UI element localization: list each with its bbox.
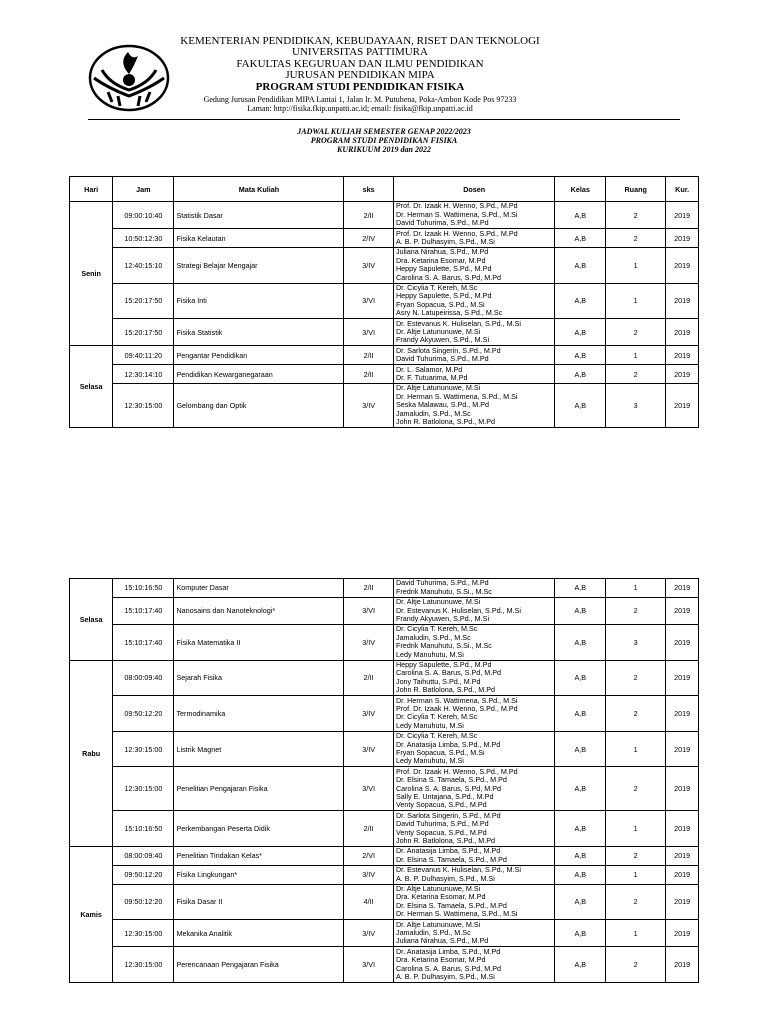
lecturers-cell <box>393 624 554 660</box>
class-cell: A,B <box>555 346 606 365</box>
class-cell: A,B <box>555 202 606 229</box>
lecturer-name: Dr. Estevanus K. Huliselan, S.Pd., M.Si <box>395 865 522 875</box>
time-cell: 12:40:15:10 <box>113 247 174 283</box>
course-cell: Fisika Dasar II <box>174 884 344 920</box>
schedule-table-1 <box>69 176 699 428</box>
lecturers-cell <box>393 660 554 696</box>
credits-cell: 3/VI <box>344 283 394 319</box>
curriculum-cell: 2019 <box>666 660 699 696</box>
table-row <box>70 319 699 346</box>
time-cell: 08:00:09:40 <box>113 660 174 696</box>
lecturer-name: A. B. P. Dulhasyim, S.Pd., M.Si <box>395 972 495 982</box>
credits-cell: 3/IV <box>344 383 394 427</box>
class-cell: A,B <box>555 767 606 811</box>
table-row <box>70 920 699 947</box>
class-cell: A,B <box>555 283 606 319</box>
time-cell: 12:30:15:00 <box>113 731 174 767</box>
lecturer-name: Carolina S. A. Barus, S.Pd, M.Pd <box>395 272 502 282</box>
lecturer-name: Dr. Anatasija Limba, S.Pd., M.Pd <box>395 739 501 749</box>
room-cell: 2 <box>606 767 666 811</box>
lecturer-name: Asry N. Latupeirissa, S.Pd., M.Sc <box>395 308 503 318</box>
credits-cell: 2/II <box>344 346 394 365</box>
credits-cell: 3/VI <box>344 597 394 624</box>
lecturer-name: David Tuhurima, S.Pd., M.Pd <box>395 578 489 588</box>
room-cell: 2 <box>606 884 666 920</box>
header-faculty: FAKULTAS KEGURUAN DAN ILMU PENDIDIKAN <box>236 57 484 70</box>
lecturer-name: Dra. Ketarina Esomar, M.Pd <box>395 892 486 902</box>
table-row <box>70 383 699 427</box>
class-cell: A,B <box>555 597 606 624</box>
lecturer-name: Sally E. Untajana, S.Pd., M.Pd <box>395 792 494 802</box>
curriculum-cell: 2019 <box>666 365 699 384</box>
header-divider <box>88 119 680 120</box>
lecturer-name: Fredrik Manuhutu, S.Si., M.Sc <box>395 586 492 596</box>
credits-cell: 2/II <box>344 202 394 229</box>
class-cell: A,B <box>555 365 606 384</box>
schedule-title-line1: JADWAL KULIAH SEMESTER GENAP 2022/2023 <box>297 127 471 136</box>
lecturers-cell <box>393 865 554 884</box>
lecturer-name: Fredrik Manuhutu, S.Si., M.Sc <box>395 641 492 651</box>
lecturer-name: Juliana Nirahua, S.Pd., M.Pd <box>395 247 489 257</box>
credits-cell: 4/II <box>344 884 394 920</box>
column-header: Jam <box>113 177 174 202</box>
lecturer-name: Ledy Manuhutu, M.Si <box>395 649 464 659</box>
lecturer-name: Heppy Sapulette, S.Pd., M.Pd <box>395 291 492 301</box>
course-cell: Fisika Kelautan <box>174 229 344 248</box>
room-cell: 2 <box>606 660 666 696</box>
room-cell: 2 <box>606 696 666 732</box>
lecturer-name: Seska Malawau, S.Pd., M.Pd <box>395 400 490 410</box>
day-cell: Selasa <box>70 346 113 428</box>
lecturer-name: Dr. Altje Latununuwe, M.Si <box>395 884 481 894</box>
lecturer-name: Dr. Anatasija Limba, S.Pd., M.Pd <box>395 846 501 856</box>
time-cell: 09:40:11:20 <box>113 346 174 365</box>
lecturer-name: Prof. Dr. Izaak H. Wenno, S.Pd., M.Pd <box>395 704 518 714</box>
lecturer-name: Prof. Dr. Izaak H. Wenno, S.Pd., M.Pd <box>395 766 518 776</box>
curriculum-cell: 2019 <box>666 884 699 920</box>
column-header: Dosen <box>393 177 554 202</box>
credits-cell: 3/VI <box>344 947 394 983</box>
room-cell: 1 <box>606 346 666 365</box>
lecturer-name: Venty Sopacua, S.Pd., M.Pd <box>395 800 487 810</box>
lecturer-name: Dr. Estevanus K. Huliselan, S.Pd., M.Si <box>395 318 522 328</box>
day-cell: Selasa <box>70 579 113 661</box>
lecturers-cell <box>393 247 554 283</box>
lecturers-cell <box>393 579 554 598</box>
time-cell: 15:10:16:50 <box>113 579 174 598</box>
room-cell: 2 <box>606 319 666 346</box>
lecturers-cell <box>393 202 554 229</box>
lecturer-name: John R. Batlolona, S.Pd., M.Pd <box>395 836 496 846</box>
institution-header <box>170 36 550 113</box>
lecturer-name: Dr. Elsina S. Tamaela, S.Pd., M.Pd <box>395 775 507 785</box>
header-program: PROGRAM STUDI PENDIDIKAN FISIKA <box>255 80 465 93</box>
time-cell: 08:00:09:40 <box>113 846 174 865</box>
time-cell: 15:10:17:40 <box>113 624 174 660</box>
table-row <box>70 579 699 598</box>
curriculum-cell: 2019 <box>666 731 699 767</box>
course-cell: Nanosains dan Nanoteknologi* <box>174 597 344 624</box>
table-row <box>70 202 699 229</box>
credits-cell: 2/II <box>344 660 394 696</box>
lecturer-name: Jamaludin, S.Pd., M.Sc <box>395 632 471 642</box>
table-row <box>70 731 699 767</box>
class-cell: A,B <box>555 811 606 847</box>
lecturer-name: Dr. L. Salamor, M.Pd <box>395 364 463 374</box>
room-cell: 1 <box>606 283 666 319</box>
lecturer-name: Jony Taihuttu, S.Pd., M.Pd <box>395 676 481 686</box>
lecturer-name: Carolina S. A. Barus, S.Pd, M.Pd <box>395 668 502 678</box>
lecturer-name: Jamaludin, S.Pd., M.Sc <box>395 928 471 938</box>
table-row <box>70 947 699 983</box>
lecturer-name: Dr. Herman S. Wattimena, S.Pd., M.Si <box>395 209 518 219</box>
schedule-table-2 <box>69 578 699 983</box>
lecturers-cell <box>393 597 554 624</box>
credits-cell: 3/IV <box>344 624 394 660</box>
lecturers-cell <box>393 383 554 427</box>
class-cell: A,B <box>555 920 606 947</box>
column-header: Ruang <box>606 177 666 202</box>
credits-cell: 2/VI <box>344 846 394 865</box>
class-cell: A,B <box>555 884 606 920</box>
room-cell: 3 <box>606 383 666 427</box>
lecturers-cell <box>393 920 554 947</box>
course-cell: Statistik Dasar <box>174 202 344 229</box>
lecturers-cell <box>393 346 554 365</box>
header-web: Laman: http://fisika.fkip.unpatti.ac.id; email: fisika@fkip.unpatti.ac.id <box>247 104 473 114</box>
table-row <box>70 365 699 384</box>
lecturer-name: Fryan Sopacua, S.Pd., M.Si <box>395 748 485 758</box>
course-cell: Fisika Lingkungan* <box>174 865 344 884</box>
time-cell: 15:10:17:40 <box>113 597 174 624</box>
course-cell: Pengantar Pendidikan <box>174 346 344 365</box>
lecturer-name: Dr. Sarlota Singerin, S.Pd., M.Pd <box>395 810 501 820</box>
column-header: sks <box>344 177 394 202</box>
column-header: Kur. <box>666 177 699 202</box>
class-cell: A,B <box>555 247 606 283</box>
time-cell: 12:30:15:00 <box>113 767 174 811</box>
lecturer-name: David Tuhurima, S.Pd., M.Pd <box>395 354 489 364</box>
course-cell: Perkembangan Peserta Didik <box>174 811 344 847</box>
lecturer-name: Dr. Estevanus K. Huliselan, S.Pd., M.Si <box>395 605 522 615</box>
lecturer-name: Dr. Herman S. Wattimena, S.Pd., M.Si <box>395 909 518 919</box>
schedule-title-line3: KURIKUUM 2019 dan 2022 <box>336 145 431 154</box>
room-cell: 1 <box>606 811 666 847</box>
lecturer-name: Dr. Sarlota Singerin, S.Pd., M.Pd <box>395 345 501 355</box>
credits-cell: 3/IV <box>344 920 394 947</box>
curriculum-cell: 2019 <box>666 811 699 847</box>
time-cell: 15:20:17:50 <box>113 319 174 346</box>
lecturer-name: Dr. Cicylia T. Kereh, M.Sc <box>395 283 478 293</box>
table-row <box>70 696 699 732</box>
room-cell: 1 <box>606 731 666 767</box>
lecturers-cell <box>393 319 554 346</box>
header-address: Gedung Jurusan Pendidikan MIPA Lantai 1, Jalan Ir. M. Putuhena, Poka-Ambon Kode Pos 97233 <box>203 95 517 105</box>
class-cell: A,B <box>555 731 606 767</box>
table-row <box>70 597 699 624</box>
time-cell: 12:30:15:00 <box>113 947 174 983</box>
header-ministry: KEMENTERIAN PENDIDIKAN, KEBUDAYAAN, RISET DAN TEKNOLOGI <box>180 35 540 47</box>
curriculum-cell: 2019 <box>666 846 699 865</box>
lecturer-name: Dr. Cicylia T. Kereh, M.Sc <box>395 731 478 741</box>
schedule-title-line2: PROGRAM STUDI PENDIDIKAN FISIKA <box>310 136 458 145</box>
curriculum-cell: 2019 <box>666 247 699 283</box>
table-row <box>70 346 699 365</box>
lecturer-name: Jamaludin, S.Pd., M.Sc <box>395 408 471 418</box>
course-cell: Fisika Statistik <box>174 319 344 346</box>
credits-cell: 3/VI <box>344 319 394 346</box>
time-cell: 15:10:16:50 <box>113 811 174 847</box>
room-cell: 2 <box>606 597 666 624</box>
university-logo <box>88 44 170 112</box>
curriculum-cell: 2019 <box>666 579 699 598</box>
lecturers-cell <box>393 283 554 319</box>
lecturer-name: Dr. Altje Latununuwe, M.Si <box>395 327 481 337</box>
course-cell: Listrik Magnet <box>174 731 344 767</box>
lecturer-name: Dr. Elsina S. Tamaela, S.Pd., M.Pd <box>395 854 507 864</box>
lecturers-cell <box>393 884 554 920</box>
curriculum-cell: 2019 <box>666 319 699 346</box>
class-cell: A,B <box>555 660 606 696</box>
lecturer-name: Dra. Ketarina Esomar, M.Pd <box>395 255 486 265</box>
lecturer-name: David Tuhurima, S.Pd., M.Pd <box>395 819 489 829</box>
lecturer-name: Dr. Altje Latununuwe, M.Si <box>395 597 481 607</box>
time-cell: 09:50:12:20 <box>113 696 174 732</box>
lecturer-name: Dr. Herman S. Wattimena, S.Pd., M.Si <box>395 695 518 705</box>
class-cell: A,B <box>555 947 606 983</box>
lecturer-name: Frandy Akyuwen, S.Pd., M.Si <box>395 614 490 624</box>
column-header: Kelas <box>555 177 606 202</box>
course-cell: Penelitian Pengajaran Fisika <box>174 767 344 811</box>
lecturer-name: Venty Sopacua, S.Pd., M.Pd <box>395 827 487 837</box>
lecturer-name: Ledy Manuhutu, M.Si <box>395 720 464 730</box>
course-cell: Gelombang dan Optik <box>174 383 344 427</box>
course-cell: Termodinamika <box>174 696 344 732</box>
curriculum-cell: 2019 <box>666 346 699 365</box>
course-cell: Penelitian Tindakan Kelas* <box>174 846 344 865</box>
lecturer-name: John R. Batlolona, S.Pd., M.Pd <box>395 417 496 427</box>
lecturer-name: Juliana Nirahua, S.Pd., M.Pd <box>395 936 489 946</box>
table-row <box>70 283 699 319</box>
lecturers-cell <box>393 811 554 847</box>
room-cell: 2 <box>606 947 666 983</box>
course-cell: Pendidikan Kewarganegaraan <box>174 365 344 384</box>
course-cell: Fisika Inti <box>174 283 344 319</box>
lecturer-name: Dr. Cicylia T. Kereh, M.Sc <box>395 712 478 722</box>
credits-cell: 3/IV <box>344 731 394 767</box>
table-row <box>70 624 699 660</box>
day-cell: Kamis <box>70 846 113 982</box>
day-cell: Senin <box>70 202 113 346</box>
curriculum-cell: 2019 <box>666 767 699 811</box>
table-row <box>70 767 699 811</box>
lecturer-name: Carolina S. A. Barus, S.Pd, M.Pd <box>395 963 502 973</box>
room-cell: 3 <box>606 624 666 660</box>
curriculum-cell: 2019 <box>666 920 699 947</box>
lecturers-cell <box>393 696 554 732</box>
room-cell: 2 <box>606 365 666 384</box>
time-cell: 12:30:14:10 <box>113 365 174 384</box>
room-cell: 2 <box>606 229 666 248</box>
class-cell: A,B <box>555 319 606 346</box>
table-row <box>70 865 699 884</box>
curriculum-cell: 2019 <box>666 283 699 319</box>
course-cell: Mekanika Analitik <box>174 920 344 947</box>
table-row <box>70 846 699 865</box>
lecturer-name: A. B. P. Dulhasyim, S.Pd., M.Si <box>395 237 495 247</box>
lecturer-name: Prof. Dr. Izaak H. Wenno, S.Pd., M.Pd <box>395 228 518 238</box>
class-cell: A,B <box>555 696 606 732</box>
time-cell: 15:20:17:50 <box>113 283 174 319</box>
course-cell: Sejarah Fisika <box>174 660 344 696</box>
class-cell: A,B <box>555 579 606 598</box>
course-cell: Komputer Dasar <box>174 579 344 598</box>
class-cell: A,B <box>555 229 606 248</box>
curriculum-cell: 2019 <box>666 383 699 427</box>
curriculum-cell: 2019 <box>666 865 699 884</box>
lecturer-name: Dr. Altje Latununuwe, M.Si <box>395 383 481 393</box>
lecturer-name: Dr. F. Tutuarima, M.Pd <box>395 373 468 383</box>
room-cell: 1 <box>606 247 666 283</box>
class-cell: A,B <box>555 865 606 884</box>
table-header-row <box>70 177 699 202</box>
header-department: JURUSAN PENDIDIKAN MIPA <box>285 69 435 82</box>
curriculum-cell: 2019 <box>666 202 699 229</box>
course-cell: Fisika Matematika II <box>174 624 344 660</box>
room-cell: 2 <box>606 846 666 865</box>
lecturer-name: Frandy Akyuwen, S.Pd., M.Si <box>395 335 490 345</box>
column-header: Mata Kuliah <box>174 177 344 202</box>
time-cell: 10:50:12:30 <box>113 229 174 248</box>
credits-cell: 3/VI <box>344 767 394 811</box>
lecturer-name: Carolina S. A. Barus, S.Pd, M.Pd <box>395 783 502 793</box>
table-row <box>70 884 699 920</box>
curriculum-cell: 2019 <box>666 597 699 624</box>
curriculum-cell: 2019 <box>666 229 699 248</box>
room-cell: 2 <box>606 202 666 229</box>
table-row <box>70 229 699 248</box>
lecturer-name: Dr. Altje Latununuwe, M.Si <box>395 919 481 929</box>
lecturers-cell <box>393 731 554 767</box>
credits-cell: 2/II <box>344 811 394 847</box>
lecturer-name: Dr. Cicylia T. Kereh, M.Sc <box>395 624 478 634</box>
room-cell: 1 <box>606 865 666 884</box>
lecturer-name: Dra. Ketarina Esomar, M.Pd <box>395 955 486 965</box>
lecturer-name: A. B. P. Dulhasyim, S.Pd., M.Si <box>395 873 495 883</box>
class-cell: A,B <box>555 846 606 865</box>
room-cell: 1 <box>606 920 666 947</box>
lecturer-name: John R. Batlolona, S.Pd., M.Pd <box>395 685 496 695</box>
table-row <box>70 660 699 696</box>
course-cell: Strategi Belajar Mengajar <box>174 247 344 283</box>
time-cell: 12:30:15:00 <box>113 920 174 947</box>
time-cell: 09:50:12:20 <box>113 884 174 920</box>
lecturer-name: David Tuhurima, S.Pd., M.Pd <box>395 218 489 228</box>
table-row <box>70 247 699 283</box>
lecturers-cell <box>393 365 554 384</box>
column-header: Hari <box>70 177 113 202</box>
lecturer-name: Heppy Sapulette, S.Pd., M.Pd <box>395 660 492 670</box>
lecturers-cell <box>393 229 554 248</box>
lecturers-cell <box>393 947 554 983</box>
credits-cell: 3/IV <box>344 865 394 884</box>
header-university: UNIVERSITAS PATTIMURA <box>292 46 428 59</box>
time-cell: 09:00:10:40 <box>113 202 174 229</box>
credits-cell: 2/II <box>344 579 394 598</box>
credits-cell: 3/IV <box>344 696 394 732</box>
curriculum-cell: 2019 <box>666 696 699 732</box>
lecturer-name: Heppy Sapulette, S.Pd., M.Pd <box>395 264 492 274</box>
schedule-title <box>0 127 768 154</box>
class-cell: A,B <box>555 624 606 660</box>
time-cell: 09:50:12:20 <box>113 865 174 884</box>
lecturer-name: Fryan Sopacua, S.Pd., M.Si <box>395 299 485 309</box>
lecturer-name: Dr. Herman S. Wattimena, S.Pd., M.Si <box>395 391 518 401</box>
credits-cell: 3/IV <box>344 247 394 283</box>
curriculum-cell: 2019 <box>666 947 699 983</box>
lecturers-cell <box>393 846 554 865</box>
day-cell: Rabu <box>70 660 113 846</box>
time-cell: 12:30:15:00 <box>113 383 174 427</box>
credits-cell: 2/II <box>344 365 394 384</box>
curriculum-cell: 2019 <box>666 624 699 660</box>
room-cell: 1 <box>606 579 666 598</box>
lecturer-name: Dr. Anatasija Limba, S.Pd., M.Pd <box>395 946 501 956</box>
credits-cell: 2/IV <box>344 229 394 248</box>
table-row <box>70 811 699 847</box>
lecturer-name: Ledy Manuhutu, M.Si <box>395 756 464 766</box>
lecturer-name: Dr. Elsina S. Tamaela, S.Pd., M.Pd <box>395 900 507 910</box>
class-cell: A,B <box>555 383 606 427</box>
course-cell: Perencanaan Pengajaran Fisika <box>174 947 344 983</box>
lecturer-name: Prof. Dr. Izaak H. Wenno, S.Pd., M.Pd <box>395 201 518 211</box>
lecturers-cell <box>393 767 554 811</box>
